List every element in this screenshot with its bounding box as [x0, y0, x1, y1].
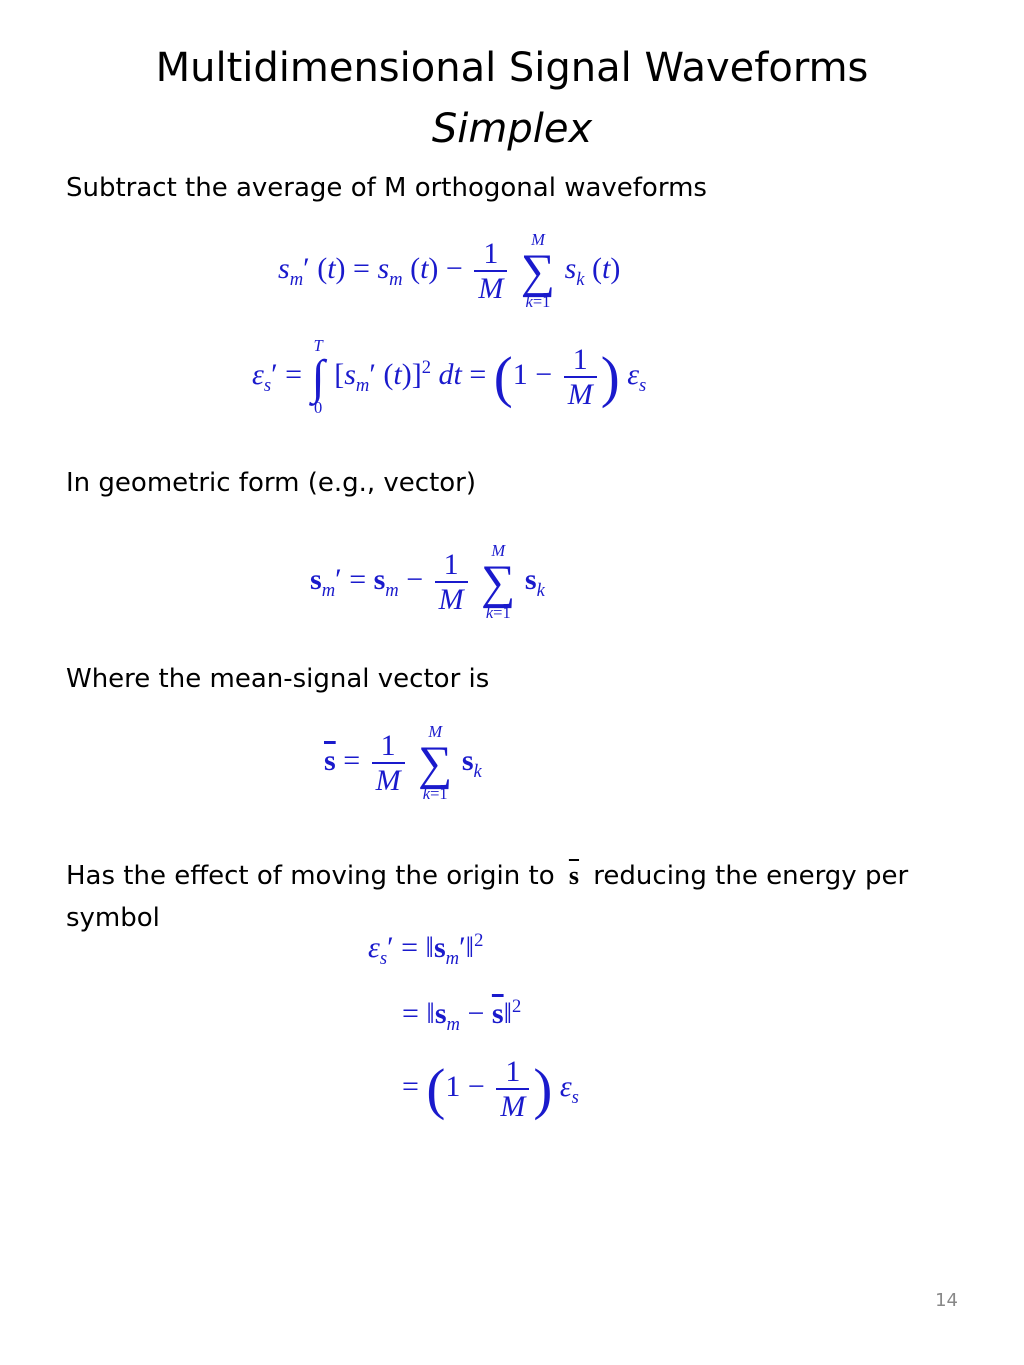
equation-vector-form: $s_m' = s_m$ − $\frac{1}{M}$ M ∑ k=1 $s_k$ [310, 541, 545, 623]
text-subtract-average: Subtract the average of M orthogonal waveforms [66, 173, 707, 203]
slide-title: Multidimensional Signal Waveforms [155, 45, 869, 91]
text-origin-effect [66, 860, 908, 892]
slide-subtitle: Simplex [431, 106, 593, 152]
equation-energy-line3: = (1 − $\frac{1}{M}$ ) $\varepsilon_s$ [402, 1055, 579, 1123]
text-geometric-form: In geometric form (e.g., vector) [66, 468, 477, 498]
mean-vector-symbol: $\overline{s}$ [568, 861, 580, 890]
text-mean-signal: Where the mean-signal vector is [66, 664, 490, 694]
text-symbol: symbol [66, 903, 160, 933]
equation-mean-vector: $\overline{s}$ = $\frac{1}{M}$ M ∑ k=1 $s_k$ [324, 722, 482, 804]
equation-energy-line2: = $‖s_m$ − $\overline{s}‖^2$ [402, 996, 522, 1035]
text-origin-after: reducing the energy per [593, 861, 909, 891]
equation-shifted-energy: $\varepsilon_s'$ = T ∫ 0 [$s_m'$ (t)]$^2$ dt = (1 − $\frac{1}{M}$ ) $\varepsilon_s$ [252, 336, 647, 418]
equation-energy-line1: $\varepsilon_s'$ = $‖s_m'‖^2$ [368, 930, 484, 969]
page-number: 14 [935, 1290, 958, 1311]
text-origin-before: Has the effect of moving the origin to [66, 861, 555, 891]
equation-shifted-waveform: $s_m'$ $(t) = s_m$ (t) − $\frac{1}{M}$ M ∑ k=1 $s_k$ (t) [278, 230, 621, 312]
